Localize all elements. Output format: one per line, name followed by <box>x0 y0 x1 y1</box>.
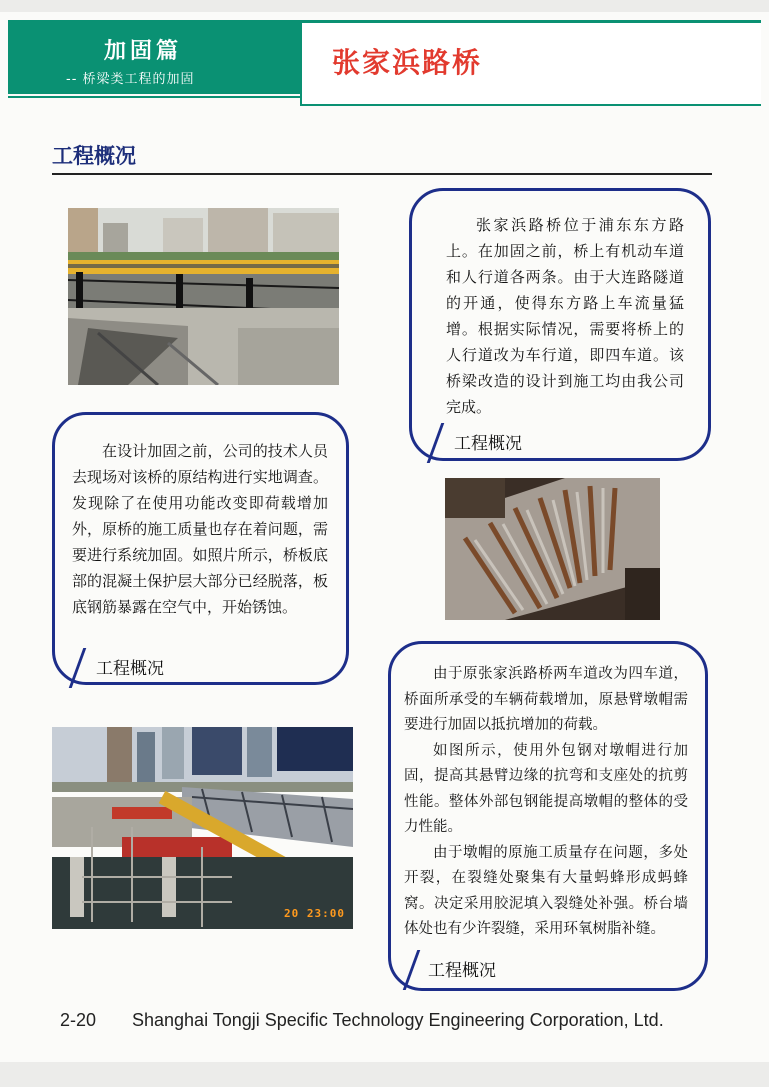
page-number: 2-20 <box>60 1010 97 1030</box>
header-category: 加固篇 <box>104 39 183 64</box>
text-paragraph: 张家浜路桥位于浦东东方路上。在加固之前，桥上有机动车道和人行道各两条。由于大连路隧道的开通，使得东方路上车流量猛增。根据实际情况，需要将桥上的人行道改为车行道，即四车道。该桥梁改造的设计到施工均由我公司完成。 <box>446 216 684 416</box>
header-rule <box>8 96 300 98</box>
footer <box>60 1010 664 1031</box>
photo-slab-underside <box>445 478 660 620</box>
text-bubble-2-body <box>72 438 328 620</box>
photo-bridge-deck-image <box>68 208 339 385</box>
section-rule <box>52 173 712 175</box>
header-title: 张家浜路桥 <box>332 46 483 79</box>
caption-2: 工程概况 <box>90 654 170 679</box>
text-bubble-1-body <box>446 212 684 420</box>
header-subcategory: -- 桥梁类工程的加固 <box>66 72 195 87</box>
photo-bridge-deck <box>68 208 339 385</box>
photo-timestamp: 20 23:00 <box>284 907 345 920</box>
caption-1: 工程概况 <box>448 429 528 454</box>
photo-construction-site <box>52 727 353 929</box>
bottom-band <box>0 1062 769 1087</box>
text-paragraph: 由于墩帽的原施工质量存在问题，多处开裂，在裂缝处聚集有大量蚂蜂形成蚂蜂窝。决定采用胶泥填入裂缝处补强。桥台墙体处也有少许裂缝，采用环氧树脂补缝。 <box>404 844 688 937</box>
text-paragraph: 如图所示，使用外包钢对墩帽进行加固，提高其悬臂边缘的抗弯和支座处的抗剪性能。整体外部包钢能提高墩帽的整体的受力性能。 <box>404 742 688 835</box>
section-title: 工程概况 <box>52 144 136 168</box>
header-title-box <box>300 20 761 106</box>
caption-3: 工程概况 <box>422 956 502 981</box>
top-band <box>0 0 769 12</box>
photo-construction-site-image <box>52 727 353 929</box>
header-category-banner <box>8 20 300 94</box>
text-bubble-3-body <box>404 662 688 943</box>
photo-slab-underside-image <box>445 478 660 620</box>
text-paragraph: 由于原张家浜路桥两车道改为四车道，桥面所承受的车辆荷载增加，原悬臂墩帽需要进行加固以抵抗增加的荷载。 <box>404 666 688 733</box>
company-name: Shanghai Tongji Specific Technology Engineering Corporation, Ltd. <box>132 1010 664 1030</box>
text-paragraph: 在设计加固之前，公司的技术人员去现场对该桥的原结构进行实地调查。发现除了在使用功能改变即荷载增加外，原桥的施工质量也存在着问题，需要进行系统加固。如照片所示，桥板底部的混凝土保护层大部分已经脱落，板底钢筋暴露在空气中，开始锈蚀。 <box>72 442 328 616</box>
